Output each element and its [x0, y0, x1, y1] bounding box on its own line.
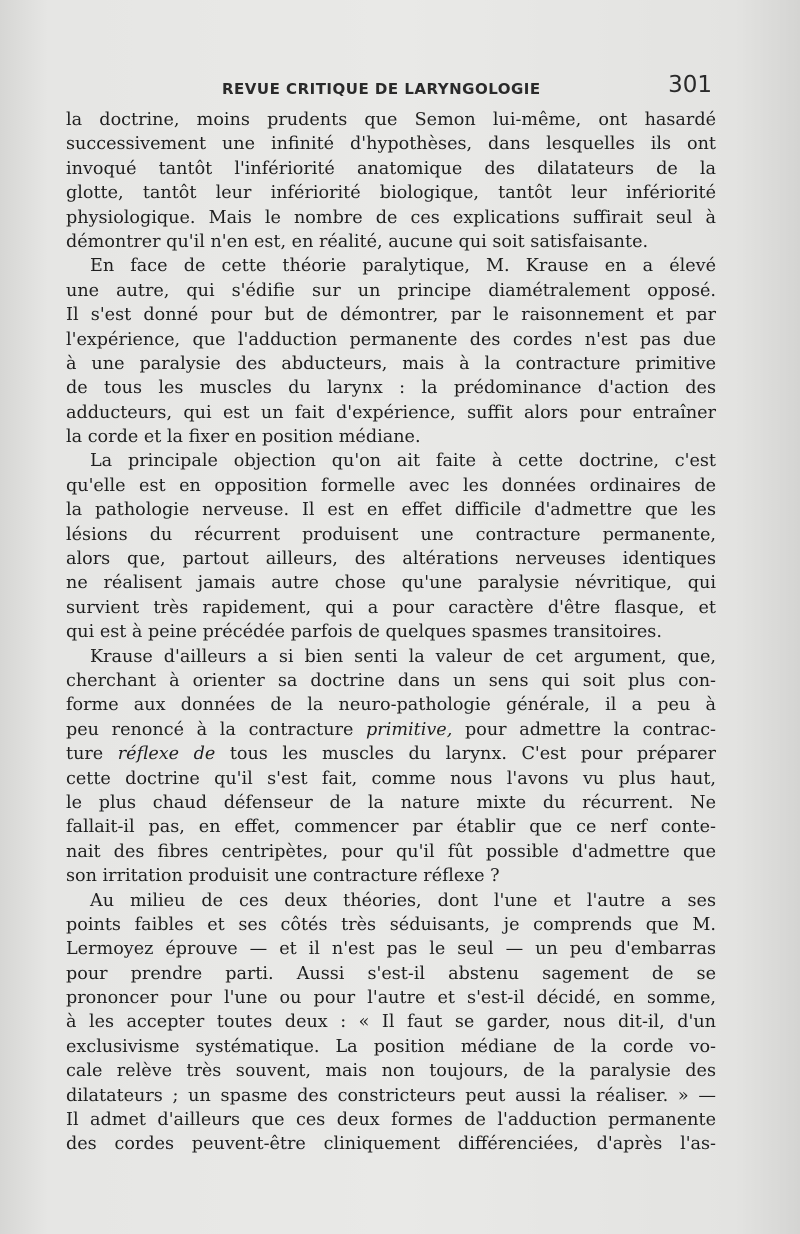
text-line: nait des fibres centripètes, pour qu'il fût possible d'admettre que: [66, 841, 716, 862]
text-line: démontrer qu'il n'en est, en réalité, aucune qui soit satisfaisante.: [66, 231, 649, 252]
text-line: l'expérience, que l'adduction permanente des cordes n'est pas due: [66, 329, 716, 350]
text-line: Au milieu de ces deux théories, dont l'une et l'autre a ses: [90, 890, 716, 911]
text-line: peu renoncé à la contracture primitive, pour admettre la contrac-: [66, 719, 716, 740]
text-line: physiologique. Mais le nombre de ces explications suffirait seul à: [66, 207, 716, 228]
text-line: survient très rapidement, qui a pour caractère d'être flasque, et: [66, 597, 716, 618]
text-line: exclusivisme systématique. La position médiane de la corde vo-: [66, 1036, 716, 1057]
text-line: qui est à peine précédée parfois de quelques spasmes transitoires.: [66, 622, 662, 643]
text-line: cette doctrine qu'il s'est fait, comme nous l'avons vu plus haut,: [66, 768, 716, 789]
text-line: adducteurs, qui est un fait d'expérience, suffit alors pour entraîner: [66, 402, 716, 423]
text-line: cale relève très souvent, mais non toujours, de la paralysie des: [66, 1061, 716, 1082]
text-line: fallait-il pas, en effet, commencer par établir que ce nerf conte-: [66, 817, 716, 838]
text-line: dilatateurs ; un spasme des constricteurs peut aussi la réaliser. » —: [66, 1085, 716, 1106]
text-line: glotte, tantôt leur infériorité biologique, tantôt leur infériorité: [66, 183, 716, 204]
text-line: la corde et la fixer en position médiane.: [66, 427, 421, 448]
text-line: la pathologie nerveuse. Il est en effet difficile d'admettre que les: [66, 500, 716, 521]
text-line: de tous les muscles du larynx : la prédominance d'action des: [66, 378, 716, 399]
text-line: la doctrine, moins prudents que Semon lui-même, ont hasardé: [66, 110, 716, 130]
text-line: ne réalisent jamais autre chose qu'une paralysie névritique, qui: [66, 573, 716, 594]
text-line: ture réflexe de tous les muscles du larynx. C'est pour préparer: [66, 744, 716, 765]
text-line: Il admet d'ailleurs que ces deux formes de l'adduction permanente: [66, 1110, 716, 1131]
emphasis: primitive,: [366, 719, 453, 740]
text-line: des cordes peuvent-être cliniquement différenciées, d'après l'as-: [66, 1134, 716, 1155]
text-line: lésions du récurrent produisent une contracture permanente,: [66, 524, 716, 545]
body-text: [66, 108, 716, 1157]
page-header: [210, 72, 712, 102]
text-line: à les accepter toutes deux : « Il faut se garder, nous dit-il, d'un: [66, 1012, 716, 1033]
text-line: La principale objection qu'on ait faite à cette doctrine, c'est: [90, 451, 716, 472]
page-number: 301: [668, 72, 712, 98]
text-line: le plus chaud défenseur de la nature mixte du récurrent. Ne: [66, 792, 716, 813]
text-line: invoqué tantôt l'infériorité anatomique des dilatateurs de la: [66, 158, 716, 179]
text-line: une autre, qui s'édifie sur un principe diamétralement opposé.: [66, 280, 716, 301]
text-line: forme aux données de la neuro-pathologie générale, il a peu à: [66, 695, 716, 716]
text-line: son irritation produisit une contracture réflexe ?: [66, 866, 500, 887]
text-line: qu'elle est en opposition formelle avec les données ordinaires de: [66, 475, 716, 496]
text-line: Krause d'ailleurs a si bien senti la valeur de cet argument, que,: [90, 646, 716, 667]
text-line: points faibles et ses côtés très séduisants, je comprends que M.: [66, 914, 716, 935]
text-line: alors que, partout ailleurs, des altérations nerveuses identiques: [66, 549, 716, 570]
text-line: En face de cette théorie paralytique, M. Krause en a élevé: [90, 256, 716, 277]
text-line: prononcer pour l'une ou pour l'autre et s'est-il décidé, en somme,: [66, 988, 716, 1009]
text-line: Lermoyez éprouve — et il n'est pas le seul — un peu d'embarras: [66, 939, 716, 960]
emphasis: réflexe de: [117, 744, 216, 765]
text-line: Il s'est donné pour but de démontrer, par le raisonnement et par: [66, 305, 716, 326]
text-line: cherchant à orienter sa doctrine dans un sens qui soit plus con-: [66, 670, 716, 691]
running-title: REVUE CRITIQUE DE LARYNGOLOGIE: [222, 80, 541, 98]
text-line: successivement une infinité d'hypothèses, dans lesquelles ils ont: [66, 134, 716, 155]
text-line: à une paralysie des abducteurs, mais à la contracture primitive: [66, 353, 716, 374]
text-line: pour prendre parti. Aussi s'est-il abstenu sagement de se: [66, 963, 716, 984]
